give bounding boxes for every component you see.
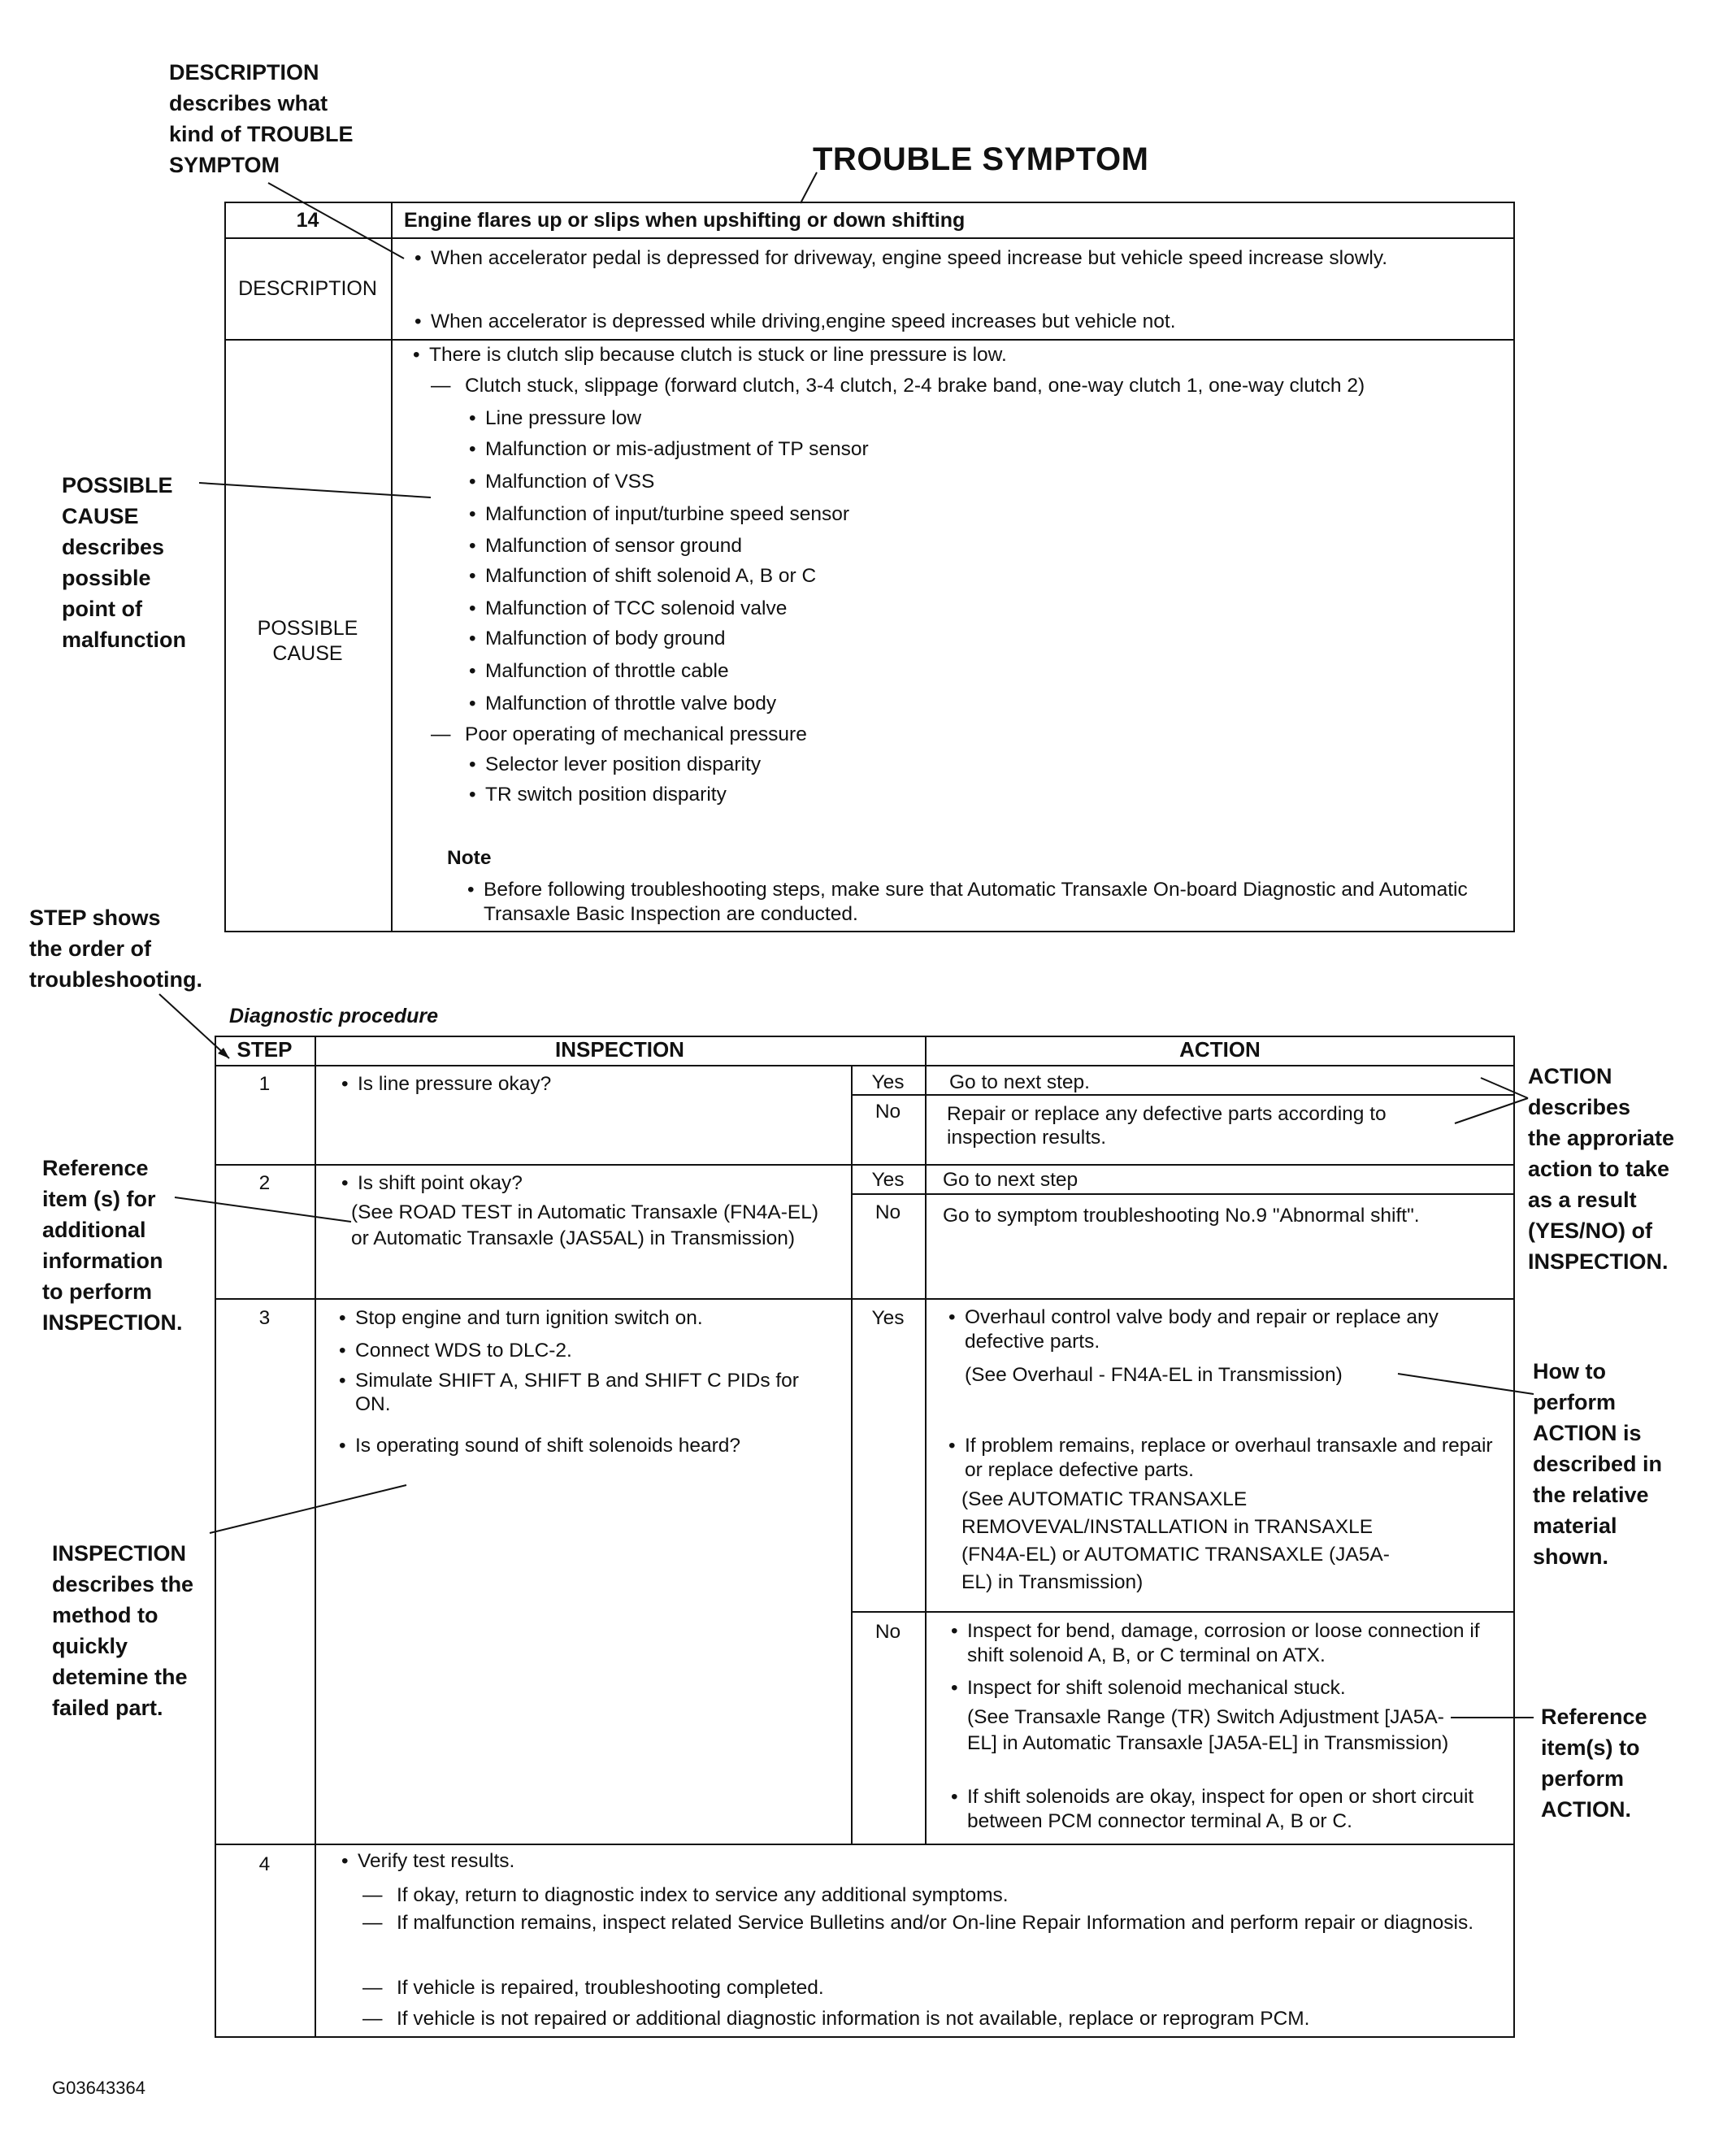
step-3-no: No <box>875 1621 901 1643</box>
cause-item: • TR switch position disparity <box>485 782 1379 807</box>
trouble-symptom-title: TROUBLE SYMPTOM <box>813 141 1149 177</box>
note-text: • Before following troubleshooting steps, make sure that Automatic Transaxle On-board Diagnostic and Automatic Transaxle Basic Inspection are conducted. <box>484 878 1491 927</box>
header-step: STEP <box>237 1037 293 1062</box>
cause-group-1: — Clutch stuck, slippage (forward clutch, 3-4 clutch, 2-4 brake band, one-way clutch 1, one-way clutch 2) <box>465 373 1505 398</box>
step-3-no-action-3: • If shift solenoids are okay, inspect for open or short circuit between PCM connector terminal A, B or C. <box>967 1785 1504 1834</box>
step-3-yes-action-2: • If problem remains, replace or overhaul transaxle and repair or replace defective parts. <box>965 1434 1501 1483</box>
cause-item: • Malfunction of TCC solenoid valve <box>485 596 1379 621</box>
step-3-yes-action-1: • Overhaul control valve body and repair or replace any defective parts. <box>965 1305 1501 1354</box>
step-3-inspection-item: • Simulate SHIFT A, SHIFT B and SHIFT C PIDs for ON. <box>355 1369 835 1416</box>
cause-intro: • There is clutch slip because clutch is stuck or line pressure is low. <box>429 342 1486 367</box>
cause-item: • Malfunction of throttle cable <box>485 658 1379 684</box>
step-1-yes: Yes <box>871 1071 905 1093</box>
possible-cause-annotation: POSSIBLE CAUSE describes possible point of malfunction <box>62 473 186 652</box>
cause-item: • Line pressure low <box>485 406 1379 431</box>
step-3-yes-action-2-reference: (See AUTOMATIC TRANSAXLE REMOVEVAL/INSTALLATION in TRANSAXLE (FN4A-EL) or AUTOMATIC TRANSAXLE (JA5A-EL) in Transmission) <box>961 1488 1390 1593</box>
cause-item: • Selector lever position disparity <box>485 752 1379 777</box>
cause-item: • Malfunction of body ground <box>485 626 1379 651</box>
step-3-yes: Yes <box>871 1307 905 1329</box>
step-2-no-action: Go to symptom troubleshooting No.9 "Abnormal shift". <box>943 1205 1420 1227</box>
cause-group-2: — Poor operating of mechanical pressure <box>465 722 1359 747</box>
step-1-no: No <box>875 1101 901 1123</box>
how-to-annotation: How to perform ACTION is described in the relative material shown. <box>1533 1359 1663 1569</box>
step-4-item: — If vehicle is not repaired or additional diagnostic information is not available, replace or reprogram PCM. <box>397 2006 1502 2031</box>
action-annotation: ACTION describes the approriate action to take as a result (YES/NO) of INSPECTION. <box>1528 1064 1675 1274</box>
cause-item: • Malfunction of sensor ground <box>485 533 1379 558</box>
description-annotation: DESCRIPTION describes what kind of TROUBLE SYMPTOM <box>169 60 354 177</box>
step-2-number: 2 <box>258 1172 271 1194</box>
step-3-yes-action-1-reference: (See Overhaul - FN4A-EL in Transmission) <box>965 1364 1343 1386</box>
step-4-item: — If okay, return to diagnostic index to service any additional symptoms. <box>397 1883 1502 1908</box>
step-2-inspection: • Is shift point okay? <box>358 1171 829 1196</box>
step-3-no-action-2-reference: (See Transaxle Range (TR) Switch Adjustment [JA5A-EL] in Automatic Transaxle [JA5A-EL] in Transmission) <box>967 1706 1449 1754</box>
step-3-no-action-2: • Inspect for shift solenoid mechanical stuck. <box>967 1675 1512 1700</box>
diagnostic-procedure-title: Diagnostic procedure <box>229 1005 438 1027</box>
step-3-inspection-item: • Is operating sound of shift solenoids heard? <box>355 1433 835 1458</box>
cause-item: • Malfunction of shift solenoid A, B or C <box>485 563 1379 589</box>
inspection-annotation: INSPECTION describes the method to quickly detemine the failed part. <box>52 1541 194 1720</box>
cause-item: • Malfunction of throttle valve body <box>485 691 1379 716</box>
description-label: DESCRIPTION <box>238 277 377 300</box>
step-2-yes: Yes <box>871 1169 905 1191</box>
cause-item: • Malfunction or mis-adjustment of TP sensor <box>485 437 1379 462</box>
symptom-number: 14 <box>296 209 319 232</box>
cause-item: • Malfunction of VSS <box>485 469 1379 494</box>
step-4-lead: • Verify test results. <box>358 1848 1089 1874</box>
step-2-inspection-reference: (See ROAD TEST in Automatic Transaxle (FN4A-EL) or Automatic Transaxle (JAS5AL) in Transmission) <box>351 1201 819 1249</box>
header-action: ACTION <box>1179 1037 1261 1062</box>
step-1-no-action: Repair or replace any defective parts according to inspection results. <box>947 1103 1387 1149</box>
step-3-number: 3 <box>258 1307 271 1329</box>
step-4-item: — If vehicle is repaired, troubleshooting completed. <box>397 1975 1502 2000</box>
reference-inspection-annotation: Reference item (s) for additional information to perform INSPECTION. <box>42 1156 183 1335</box>
note-label: Note <box>447 847 492 869</box>
step-3-no-action-1: • Inspect for bend, damage, corrosion or loose connection if shift solenoid A, B, or C terminal on ATX. <box>967 1619 1512 1668</box>
possible-cause-label: POSSIBLE CAUSE <box>257 617 358 665</box>
step-2-yes-action: Go to next step <box>943 1169 1078 1191</box>
step-3-inspection-item: • Stop engine and turn ignition switch on. <box>355 1305 835 1331</box>
step-1-yes-action: Go to next step. <box>949 1071 1090 1093</box>
step-3-inspection-item: • Connect WDS to DLC-2. <box>355 1338 835 1363</box>
cause-item: • Malfunction of input/turbine speed sensor <box>485 502 1379 527</box>
step-4-number: 4 <box>258 1853 271 1875</box>
step-2-no: No <box>875 1201 901 1223</box>
symptom-title: Engine flares up or slips when upshifting or down shifting <box>404 209 966 232</box>
step-1-inspection: • Is line pressure okay? <box>358 1071 829 1097</box>
step-annotation: STEP shows the order of troubleshooting. <box>29 906 202 992</box>
step-1-number: 1 <box>258 1073 271 1095</box>
reference-action-annotation: Reference item(s) to perform ACTION. <box>1541 1705 1647 1822</box>
description-item-1: • When accelerator pedal is depressed for driveway, engine speed increase but vehicle speed increase slowly. <box>431 245 1406 271</box>
description-item-2: • When accelerator is depressed while driving,engine speed increases but vehicle not. <box>431 309 1487 334</box>
header-inspection: INSPECTION <box>555 1037 684 1062</box>
figure-code: G03643364 <box>52 2078 145 2098</box>
step-4-item: — If malfunction remains, inspect related Service Bulletins and/or On-line Repair Information and perform repair or diagnosis. <box>397 1910 1502 1936</box>
